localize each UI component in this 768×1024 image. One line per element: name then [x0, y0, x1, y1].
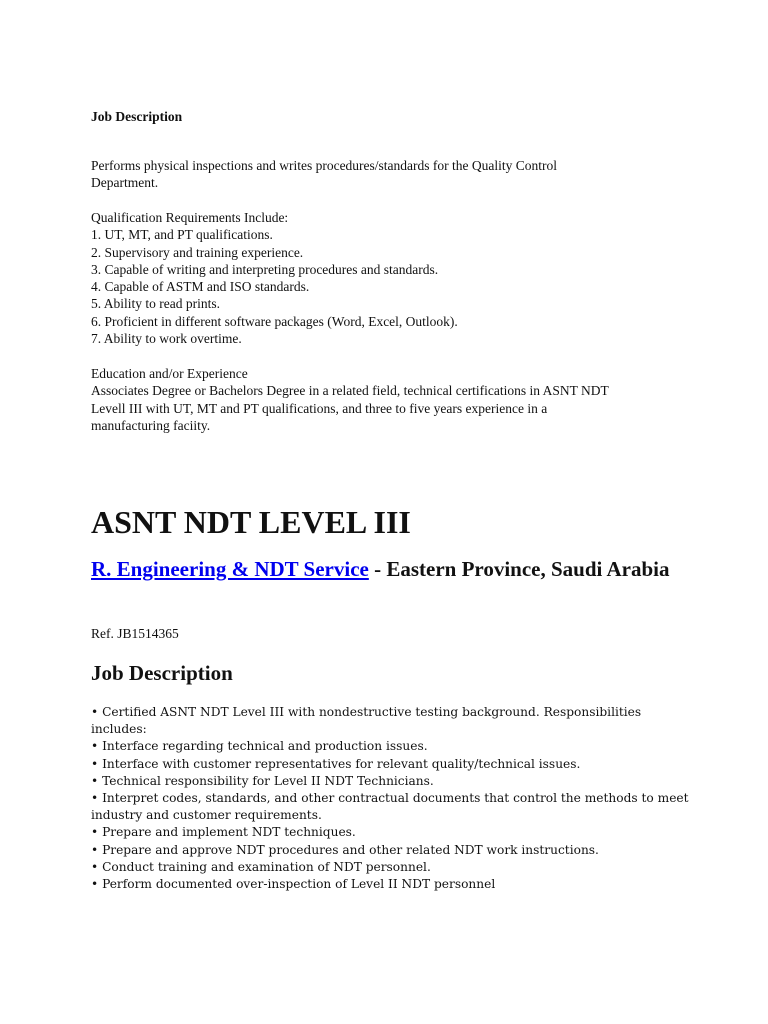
- qualification-item: 3. Capable of writing and interpreting procedures and standards.: [91, 261, 439, 277]
- list-item: • Interface with customer representatives for relevant quality/technical issues.: [91, 756, 581, 771]
- education-title: Education and/or Experience: [91, 366, 248, 381]
- job-summary: [91, 157, 691, 192]
- job-description-heading-2: Job Description: [91, 661, 233, 685]
- list-item: • Perform documented over-inspection of Level II NDT personnel: [91, 877, 496, 892]
- list-item: • Prepare and implement NDT techniques.: [91, 825, 356, 840]
- company-location: - Eastern Province, Saudi Arabia: [368, 557, 670, 581]
- qualification-item: 2. Supervisory and training experience.: [91, 244, 304, 260]
- list-item: • Conduct training and examination of NDT personnel.: [91, 859, 431, 874]
- qualifications-title: Qualification Requirements Include:: [91, 210, 289, 225]
- responsibilities-list: [91, 704, 691, 893]
- qualification-item: 5. Ability to read prints.: [91, 296, 220, 312]
- qualifications-block: [91, 209, 691, 347]
- education-line: manufacturing faciity.: [91, 417, 211, 433]
- job-title: ASNT NDT LEVEL III: [91, 504, 411, 540]
- job-reference: Ref. JB1514365: [91, 626, 179, 641]
- list-item: • Certified ASNT NDT Level III with nondestructive testing background. Responsibilities: [91, 705, 642, 719]
- job-description-heading: Job Description: [91, 109, 183, 124]
- education-line: Levell III with UT, MT and PT qualifications, and three to five years experience in a: [91, 400, 548, 416]
- education-block: [91, 365, 691, 434]
- qualification-item: 1. UT, MT, and PT qualifications.: [91, 227, 273, 243]
- list-item: industry and customer requirements.: [91, 808, 322, 823]
- company-line: [91, 556, 691, 582]
- list-item: • Prepare and approve NDT procedures and other related NDT work instructions.: [91, 842, 599, 857]
- education-line: Associates Degree or Bachelors Degree in a related field, technical certifications in ASNT NDT: [91, 383, 609, 399]
- company-link[interactable]: R. Engineering & NDT Service: [91, 557, 369, 581]
- qualification-item: 6. Proficient in different software packages (Word, Excel, Outlook).: [91, 313, 458, 329]
- job-summary-line: Department.: [91, 175, 159, 191]
- qualification-item: 7. Ability to work overtime.: [91, 331, 242, 347]
- list-item: • Interpret codes, standards, and other contractual documents that control the methods to meet: [91, 791, 689, 806]
- list-item: includes:: [91, 722, 147, 737]
- list-item: • Technical responsibility for Level II NDT Technicians.: [91, 773, 434, 788]
- list-item: • Interface regarding technical and production issues.: [91, 739, 428, 754]
- job-summary-line: Performs physical inspections and writes procedures/standards for the Quality Control: [91, 158, 558, 173]
- qualification-item: 4. Capable of ASTM and ISO standards.: [91, 279, 310, 295]
